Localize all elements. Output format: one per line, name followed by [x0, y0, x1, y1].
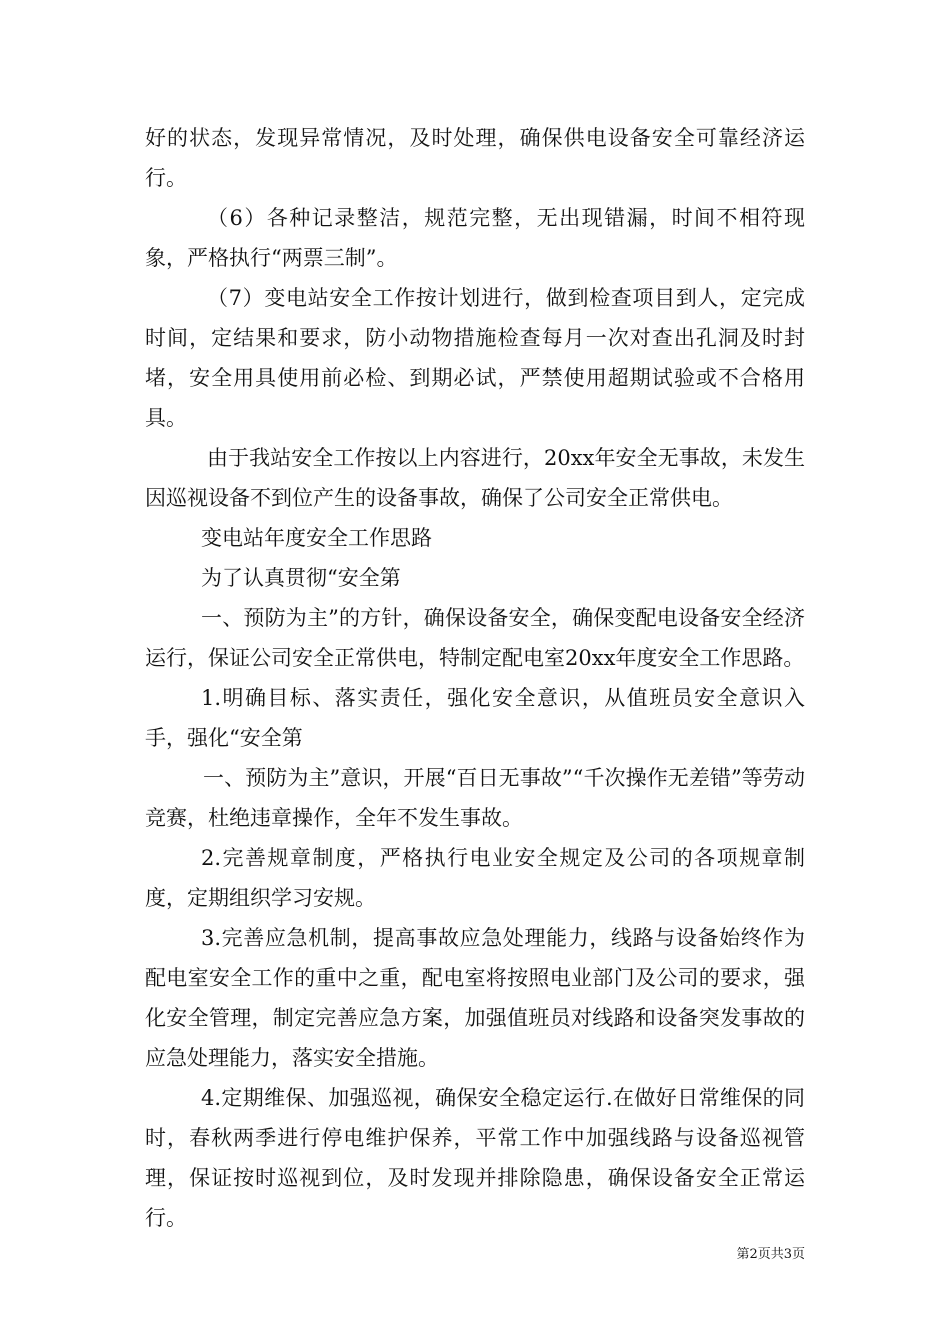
paragraph-5: 为了认真贯彻“安全第 [201, 566, 401, 590]
paragraph-3: （7）变电站安全工作按计划进行，做到检查项目到人，定完成时间，定结果和要求，防小动物措施检查每月一次对查出孔洞及时封堵，安全用具使用前必检、到期必试，严禁使用超期试验或不合格用具。 [145, 286, 805, 430]
paragraph-11: 4.定期维保、加强巡视，确保安全稳定运行.在做好日常维保的同时，春秋两季进行停电维护保养，平常工作中加强线路与设备巡视管理，保证按时巡视到位，及时发现并排除隐患，确保设备安全正常运行。 [145, 1086, 805, 1230]
paragraph-2: （6）各种记录整洁，规范完整，无出现错漏，时间不相符现象，严格执行“两票三制”。 [145, 206, 805, 270]
paragraph-7: 1.明确目标、落实责任，强化安全意识，从值班员安全意识入手，强化“安全第 [145, 686, 805, 750]
section-heading: 变电站年度安全工作思路 [201, 526, 432, 550]
paragraph-9: 2.完善规章制度，严格执行电业安全规定及公司的各项规章制度，定期组织学习安规。 [145, 846, 805, 910]
paragraph-8: 一、预防为主”意识，开展“百日无事故”“千次操作无差错”等劳动竞赛，杜绝违章操作，全年不发生事故。 [145, 766, 805, 830]
body-text [145, 118, 805, 1238]
page-number: 第2页共3页 [736, 1247, 805, 1262]
paragraph-4: 由于我站安全工作按以上内容进行，20xx年安全无事故，未发生因巡视设备不到位产生的设备事故，确保了公司安全正常供电。 [145, 446, 805, 510]
paragraph-10: 3.完善应急机制，提高事故应急处理能力，线路与设备始终作为配电室安全工作的重中之重，配电室将按照电业部门及公司的要求，强化安全管理，制定完善应急方案，加强值班员对线路和设备突发事故的应急处理能力，落实安全措施。 [145, 926, 805, 1070]
paragraph-1: 好的状态，发现异常情况，及时处理，确保供电设备安全可靠经济运行。 [145, 126, 805, 190]
paragraph-6: 一、预防为主”的方针，确保设备安全，确保变配电设备安全经济运行，保证公司安全正常供电，特制定配电室20xx年度安全工作思路。 [145, 606, 805, 670]
